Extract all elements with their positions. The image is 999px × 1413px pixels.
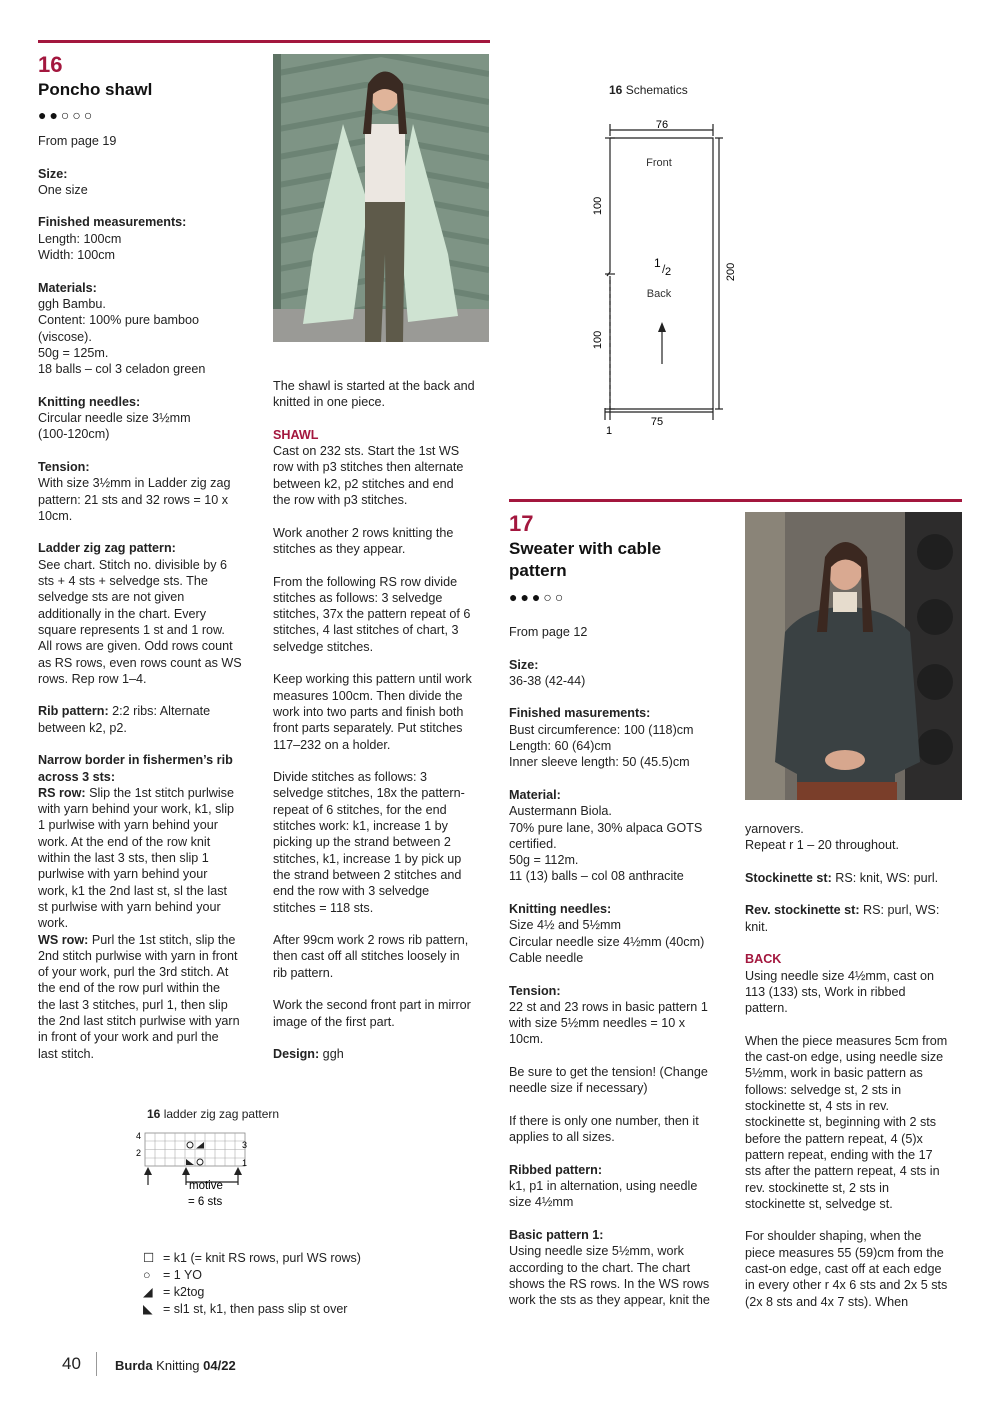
cable-sweater-photo <box>745 512 962 800</box>
ladder-pattern-heading: Ladder zig zag pattern: <box>38 541 176 556</box>
from-page: From page 19 <box>38 134 117 148</box>
chart-title: 16 ladder zig zag pattern <box>147 1107 280 1121</box>
pattern-number: 16 <box>38 52 63 77</box>
sweater-photo-illustration <box>745 512 962 800</box>
basic-pattern-heading: Basic pattern 1: <box>509 1227 604 1242</box>
difficulty-rating: ●●●○○ <box>509 589 567 605</box>
rs-row-heading: RS row: <box>38 785 86 800</box>
rev-stockinette-heading: Rev. stockinette st: <box>745 903 860 918</box>
pattern-title: Sweater with cable pattern <box>509 539 662 580</box>
schematic-title: 16 Schematics <box>609 83 688 97</box>
schematic-top-width: 76 <box>655 119 669 131</box>
ws-row-heading: WS row: <box>38 932 89 947</box>
ladder-zigzag-chart <box>133 1125 263 1215</box>
schematic-offset: 1 <box>605 425 613 437</box>
schematic-front-label: Front <box>646 157 672 169</box>
measurements-heading: Finished masurements: <box>509 706 651 721</box>
legend-item: ◢ = k2tog <box>143 1285 205 1299</box>
chart-motive-label: motive <box>189 1180 223 1192</box>
rib-pattern-heading: Rib pattern: <box>38 704 109 719</box>
schematic-diagram <box>585 110 745 440</box>
materials-heading: Materials: <box>38 280 97 295</box>
from-page: From page 12 <box>509 625 588 639</box>
schematic-upper-height: 100 <box>592 196 604 216</box>
legend-item: ◣ = sl1 st, k1, then pass slip st over <box>143 1302 348 1316</box>
schematic-half-num: 1 <box>654 256 661 270</box>
section-rule-17 <box>509 499 962 502</box>
shawl-section-heading: SHAWL <box>273 427 319 442</box>
difficulty-rating: ●●○○○ <box>38 107 96 123</box>
tension-heading: Tension: <box>509 983 561 998</box>
chart-motive-size: = 6 sts <box>188 1196 223 1208</box>
design-credit-label: Design: <box>273 1047 320 1062</box>
needles-heading: Knitting needles: <box>509 902 612 917</box>
k2tog-symbol-icon: ◢ <box>143 1285 153 1299</box>
tension-heading: Tension: <box>38 459 90 474</box>
page-number: 40 <box>62 1354 81 1373</box>
section-rule-16 <box>38 40 490 43</box>
pattern-title: Poncho shawl <box>38 80 153 99</box>
poncho-shawl-photo <box>273 54 489 342</box>
needles-heading: Knitting needles: <box>38 394 141 409</box>
size-heading: Size: <box>509 657 539 672</box>
svg-text:/: / <box>662 262 666 276</box>
chart-row-2: 2 <box>136 1148 142 1158</box>
pattern-16-details: From page 19 Size: One size Finished measurements: Length: 100cm Width: 100cm Materials: ggh Bambu. Content: 100% pure bamboo (viscose). 50g = 125m. 18 balls – col 3 celadon green Knitting needles: Circular needle size 3½mm (100-120cm) Tension: With size 3½mm in Ladder zig zag pattern: 21 sts and 32 rows = 10 x 10cm. Ladder zig zag pattern: See chart. Stitch no. divisible by 6 sts + 4 sts + selvedge sts. The selvedge sts are not given additionally in the chart. Every square represents 1 st and 1 row. All rows are given. Odd rows count as RS rows, even rows count as WS rows. Rep row 1–4. Rib pattern: 2:2 ribs: Alternate between k2, p2. Narrow border in fishermen’s rib across 3 sts: RS row: Slip the 1st stitch purlwise with yarn behind your work, k1, slip 1 purlwise with yarn behind your work. At the end of the row knit within the last 3 sts, then slip 1 purlwise with yarn behind your work, k1 the 2nd last st, sl the last st purlwise with yarn behind your work. WS row: Purl the 1st stitch, slip the 2nd stitch purlwise with yarn in front of your work, purl the 3rd stitch. At the end of the row purl within the the last 3 stitches, purl 1, then slip the 2nd last stitch purlwise with yarn in front of your work and purl the last stitch. <box>38 134 242 1061</box>
ribbed-pattern-heading: Ribbed pattern: <box>509 1162 603 1177</box>
legend-item: ☐ = k1 (= knit RS rows, purl WS rows) <box>143 1251 361 1265</box>
back-section-heading: BACK <box>745 952 782 967</box>
pattern-number: 17 <box>509 511 534 536</box>
materials-heading: Material: <box>509 787 561 802</box>
yarnover-symbol-icon: ○ <box>143 1268 151 1282</box>
measurements-heading: Finished measurements: <box>38 215 187 230</box>
size-heading: Size: <box>38 166 68 181</box>
legend-item: ○ = 1 YO <box>143 1268 203 1282</box>
knit-symbol-icon: ☐ <box>143 1251 155 1265</box>
schematic-half-den: 2 <box>665 266 672 278</box>
stockinette-heading: Stockinette st: <box>745 870 832 885</box>
magazine-issue: Burda Knitting 04/22 <box>115 1358 236 1373</box>
narrow-border-heading: Narrow border in fishermen’s rib <box>38 753 233 768</box>
pattern-16-instructions: The shawl is started at the back and knitted in one piece. SHAWL Cast on 232 sts. Start the 1st WS row with p3 stitches then alternate between k2, p2 stitches and end the row with p3 stitches. Work another 2 rows knitting the stitches as they appear. From the following RS row divide stitches as follows: 3 selvedge stitches, 37x the pattern repeat of 6 stitches, 4 last stitches of chart, 3 selvedge stitches. Keep working this pattern until work measures 100cm. Then divide the work into two parts and finish both front parts separately. Put stitches 117–232 on a holder. Divide stitches as follows: 3 selvedge stitches, 18x the pattern- repeat of 6 stitches, for the end stitches work: k1, increase 1 by picking up the strand between 2 stitches, k1, increase 1 by pick up the strand between 2 stitches and end the row with 3 selvedge stitches = 118 sts. After 99cm work 2 rows rib pattern, then cast off all stitches loosely in rib pattern. Work the second front part in mirror image of the first part. Design: ggh <box>273 379 475 1062</box>
chart-row-4: 4 <box>136 1131 142 1141</box>
schematic-lower-height: 100 <box>592 330 604 350</box>
chart-legend <box>143 1250 361 1318</box>
schematic-total-height: 200 <box>725 262 737 282</box>
poncho-photo-illustration <box>273 54 489 342</box>
schematic-bottom-width: 75 <box>650 416 664 428</box>
chart-row-1: 1 <box>242 1158 248 1168</box>
footer-divider <box>96 1352 97 1376</box>
schematic-back-label: Back <box>646 288 672 300</box>
pattern-17-instructions: yarnovers. Repeat r 1 – 20 throughout. Stockinette st: RS: knit, WS: purl. Rev. stockinette st: RS: purl, WS: knit. BACK Using needle size 4½mm, cast on 113 (133) sts, Work in ribbed pattern. When the piece measures 5cm from the cast-on edge, using needle size 5½mm, work in basic pattern as follows: selvedge st, 2 sts in stockinette st, 4 sts in rev. stockinette st, beginning with 2 sts before the pattern repeat, 4 (5)x pattern repeat, ending with the 17 sts after the pattern repeat, 4 sts in rev. stockinette st, 2 sts in stockinette st, selvedge st. For shoulder shaping, when the piece measures 55 (59)cm from the cast-on edge, cast off at each edge in every other r 4x 6 sts and 2x 5 sts (2x 8 sts and 4x 7 sts). When <box>745 822 948 1309</box>
pattern-17-details: From page 12 Size: 36-38 (42-44) Finished masurements: Bust circumference: 100 (118)cm Length: 60 (64)cm Inner sleeve length: 50 (45.5)cm Material: Austermann Biola. 70% pure lane, 30% alpaca GOTS certified. 50g = 112m. 11 (13) balls – col 08 anthracite Knitting needles: Size 4½ and 5½mm Circular needle size 4½mm (40cm) Cable needle Tension: 22 st and 23 rows in basic pattern 1 with size 5½mm needles = 10 x 10cm. Be sure to get the tension! (Change needle size if necessary) If there is only one number, then it applies to all sizes. Ribbed pattern: k1, p1 in alternation, using needle size 4½mm Basic pattern 1: Using needle size 5½mm, work according to the chart. The chart shows the RS rows. In the WS rows work the sts as they appear, knit the <box>509 625 710 1308</box>
skp-symbol-icon: ◣ <box>143 1302 153 1316</box>
chart-row-3: 3 <box>242 1140 248 1150</box>
